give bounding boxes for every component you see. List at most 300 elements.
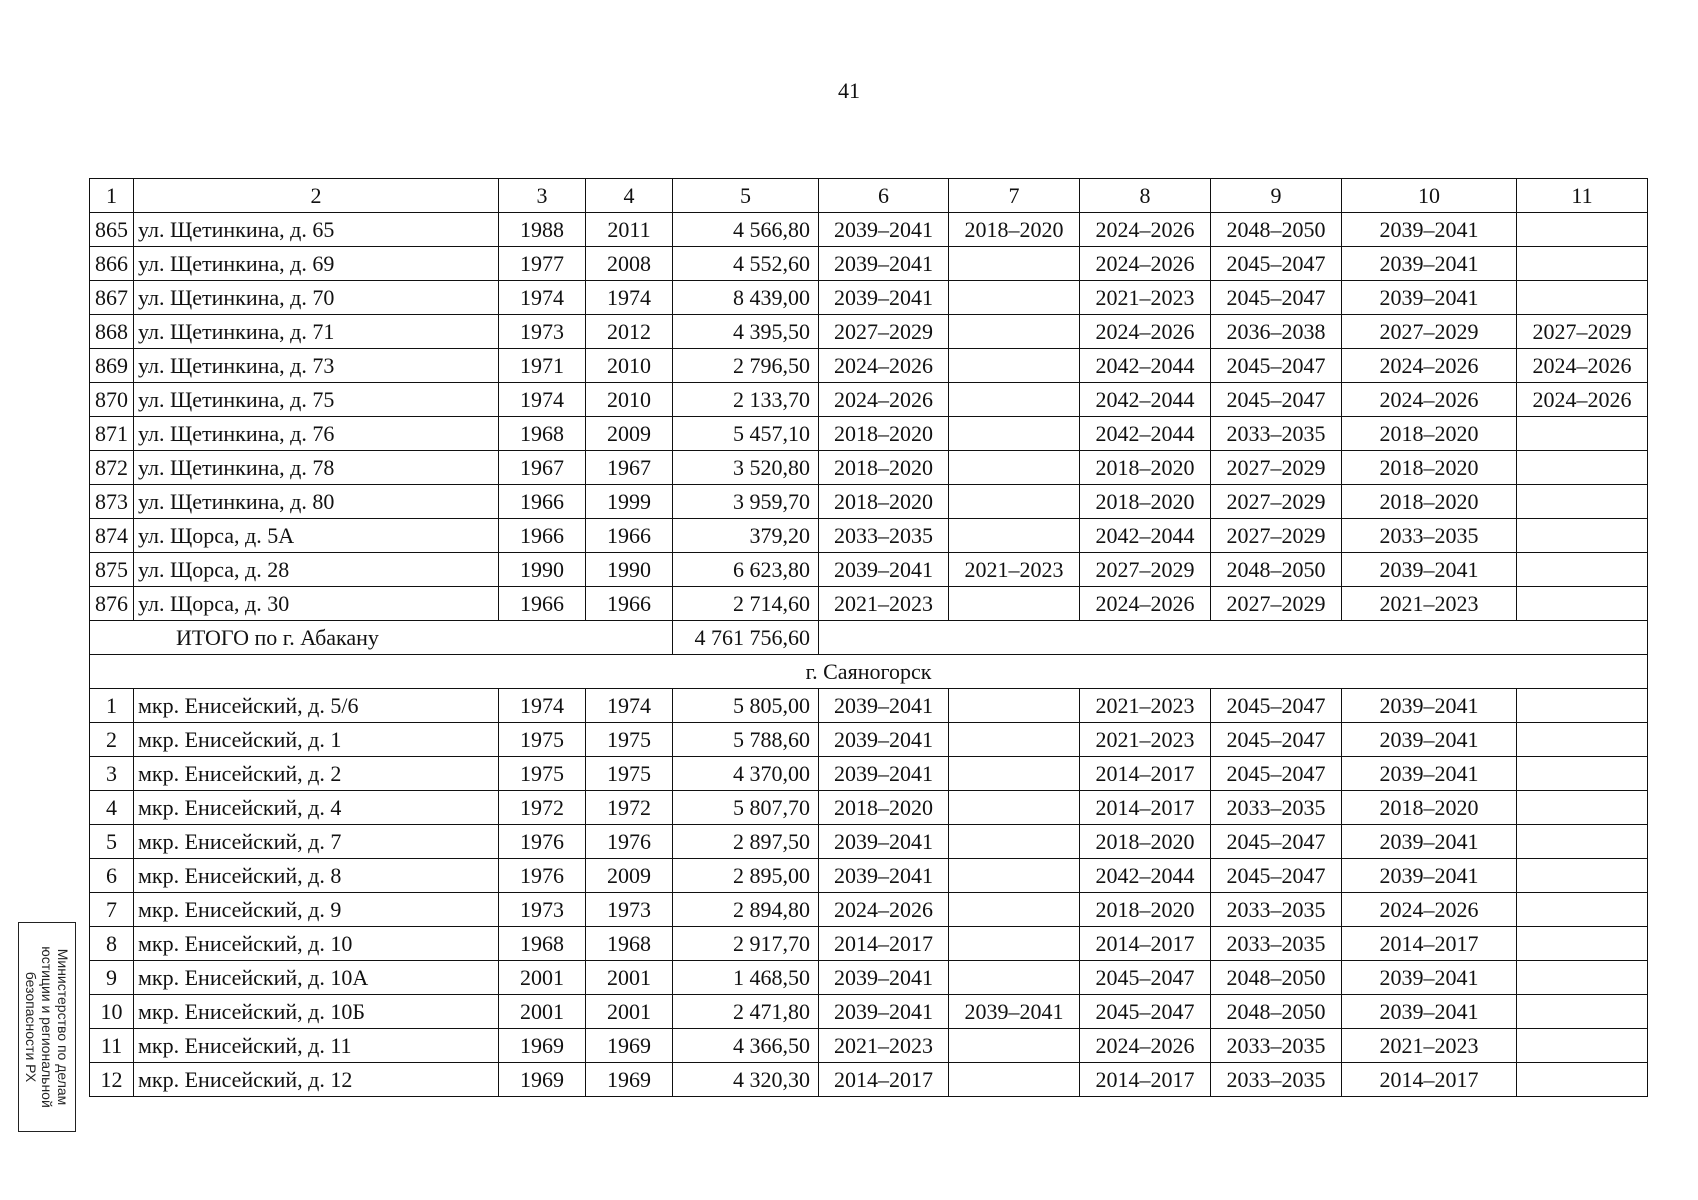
table-cell <box>1517 247 1648 281</box>
table-cell: 2024–2026 <box>1080 247 1211 281</box>
stamp-line: юстиции и региональной <box>39 946 55 1108</box>
table-cell: 2008 <box>586 247 673 281</box>
table-cell: 2042–2044 <box>1080 383 1211 417</box>
table-cell: 2039–2041 <box>1342 723 1517 757</box>
table-cell: 2 471,80 <box>673 995 819 1029</box>
table-cell: 6 <box>90 859 134 893</box>
table-cell: 5 <box>90 825 134 859</box>
table-cell <box>949 893 1080 927</box>
table-cell <box>949 723 1080 757</box>
table-row <box>90 553 1648 587</box>
table-cell: 2 714,60 <box>673 587 819 621</box>
table-cell <box>949 1063 1080 1097</box>
table-cell: 2009 <box>586 859 673 893</box>
table-cell: 2 895,00 <box>673 859 819 893</box>
table-cell: 2039–2041 <box>1342 553 1517 587</box>
table-cell: 2045–2047 <box>1211 281 1342 315</box>
table-cell: 2027–2029 <box>819 315 949 349</box>
table-cell: 2027–2029 <box>1211 485 1342 519</box>
table-cell <box>1517 1063 1648 1097</box>
table-cell <box>1517 961 1648 995</box>
table-cell: 6 623,80 <box>673 553 819 587</box>
page-number: 41 <box>838 78 860 103</box>
table-cell: 2024–2026 <box>1080 213 1211 247</box>
table-cell: 2039–2041 <box>949 995 1080 1029</box>
table-cell: 2021–2023 <box>1080 723 1211 757</box>
table-cell: 2039–2041 <box>1342 213 1517 247</box>
table-cell: 1973 <box>586 893 673 927</box>
table-cell <box>949 485 1080 519</box>
table-cell: 2001 <box>586 995 673 1029</box>
table-cell: 2021–2023 <box>1342 587 1517 621</box>
table-cell <box>1517 1029 1648 1063</box>
table-cell: 1967 <box>499 451 586 485</box>
table-cell: мкр. Енисейский, д. 11 <box>134 1029 499 1063</box>
table-cell: 2039–2041 <box>819 995 949 1029</box>
table-cell <box>1517 451 1648 485</box>
table-cell <box>1517 281 1648 315</box>
table-row <box>90 247 1648 281</box>
table-cell: 1972 <box>586 791 673 825</box>
table-cell: 1966 <box>586 519 673 553</box>
table-cell: мкр. Енисейский, д. 10Б <box>134 995 499 1029</box>
table-cell: 2042–2044 <box>1080 859 1211 893</box>
table-cell: 2024–2026 <box>1080 587 1211 621</box>
table-cell <box>949 417 1080 451</box>
table-cell: 2014–2017 <box>819 1063 949 1097</box>
table-cell: 2033–2035 <box>1211 893 1342 927</box>
table-cell <box>949 519 1080 553</box>
table-cell <box>949 1029 1080 1063</box>
header-cell: 1 <box>90 179 134 213</box>
table-cell: 2033–2035 <box>1211 417 1342 451</box>
table-row <box>90 995 1648 1029</box>
table-cell: 5 807,70 <box>673 791 819 825</box>
table-cell: 1968 <box>499 927 586 961</box>
table-cell: 1968 <box>499 417 586 451</box>
table-cell: 2024–2026 <box>819 383 949 417</box>
table-cell: 1990 <box>499 553 586 587</box>
table-cell: 2024–2026 <box>1342 383 1517 417</box>
table-cell: 11 <box>90 1029 134 1063</box>
table-row <box>90 315 1648 349</box>
table-cell: 2014–2017 <box>1080 1063 1211 1097</box>
housing-registry-table <box>89 178 1648 1097</box>
table-cell: мкр. Енисейский, д. 10А <box>134 961 499 995</box>
table-cell: 2024–2026 <box>1517 383 1648 417</box>
table-cell <box>1517 587 1648 621</box>
table-cell: 2018–2020 <box>819 485 949 519</box>
table-cell <box>949 791 1080 825</box>
table-cell: 2014–2017 <box>819 927 949 961</box>
table-cell: 2045–2047 <box>1211 689 1342 723</box>
table-cell: 9 <box>90 961 134 995</box>
table-cell: ул. Щетинкина, д. 65 <box>134 213 499 247</box>
table-cell: 2036–2038 <box>1211 315 1342 349</box>
table-cell: 1977 <box>499 247 586 281</box>
table-cell <box>1517 417 1648 451</box>
header-cell: 5 <box>673 179 819 213</box>
table-cell: 1973 <box>499 315 586 349</box>
table-cell: 1969 <box>586 1029 673 1063</box>
table-cell: мкр. Енисейский, д. 10 <box>134 927 499 961</box>
table-row <box>90 587 1648 621</box>
table-cell: ул. Щетинкина, д. 73 <box>134 349 499 383</box>
table-cell: 2018–2020 <box>949 213 1080 247</box>
table-cell: 2039–2041 <box>819 757 949 791</box>
table-cell: 2039–2041 <box>819 723 949 757</box>
table-cell: 866 <box>90 247 134 281</box>
table-cell: 2 894,80 <box>673 893 819 927</box>
table-cell: ул. Щетинкина, д. 69 <box>134 247 499 281</box>
table-cell: 4 395,50 <box>673 315 819 349</box>
table-cell: 2 <box>90 723 134 757</box>
header-row <box>90 179 1648 213</box>
table-cell: 1974 <box>499 689 586 723</box>
table-row <box>90 961 1648 995</box>
table-cell: 2045–2047 <box>1211 825 1342 859</box>
table-cell: 2024–2026 <box>1080 1029 1211 1063</box>
header-cell: 2 <box>134 179 499 213</box>
table-cell: мкр. Енисейский, д. 12 <box>134 1063 499 1097</box>
table-cell: 2018–2020 <box>819 791 949 825</box>
header-cell: 7 <box>949 179 1080 213</box>
table-cell: 2018–2020 <box>1080 825 1211 859</box>
table-cell: 869 <box>90 349 134 383</box>
table-cell <box>1517 723 1648 757</box>
table-cell: мкр. Енисейский, д. 2 <box>134 757 499 791</box>
table-cell: 2039–2041 <box>819 247 949 281</box>
table-row <box>90 451 1648 485</box>
table-cell: ул. Щетинкина, д. 70 <box>134 281 499 315</box>
table-cell: 1974 <box>586 689 673 723</box>
table-cell: 2027–2029 <box>1211 587 1342 621</box>
table-cell: ул. Щетинкина, д. 78 <box>134 451 499 485</box>
table-cell: 2024–2026 <box>819 349 949 383</box>
table-cell: 1967 <box>586 451 673 485</box>
table-cell: 2014–2017 <box>1080 757 1211 791</box>
table-cell: 2024–2026 <box>1342 893 1517 927</box>
table-cell: 2039–2041 <box>1342 995 1517 1029</box>
table-cell: 874 <box>90 519 134 553</box>
table-cell: 2039–2041 <box>819 689 949 723</box>
table-row <box>90 383 1648 417</box>
table-cell: 2012 <box>586 315 673 349</box>
table-cell: 2001 <box>499 961 586 995</box>
table-cell: 868 <box>90 315 134 349</box>
table-row <box>90 859 1648 893</box>
table-cell: 2039–2041 <box>819 281 949 315</box>
table-cell: 2039–2041 <box>1342 757 1517 791</box>
table-row <box>90 927 1648 961</box>
total-value: 4 761 756,60 <box>673 621 819 655</box>
table-cell: 2039–2041 <box>1342 825 1517 859</box>
stamp-line: безопасности РХ <box>23 971 39 1083</box>
table-cell: 2033–2035 <box>1342 519 1517 553</box>
table-cell <box>949 689 1080 723</box>
table-cell: 2039–2041 <box>1342 961 1517 995</box>
table-row <box>90 281 1648 315</box>
table-cell <box>1517 553 1648 587</box>
table-cell: мкр. Енисейский, д. 7 <box>134 825 499 859</box>
table-cell: 2018–2020 <box>1342 485 1517 519</box>
header-cell: 6 <box>819 179 949 213</box>
table-cell: 2024–2026 <box>1342 349 1517 383</box>
table-cell: мкр. Енисейский, д. 5/6 <box>134 689 499 723</box>
table-cell: 2021–2023 <box>1342 1029 1517 1063</box>
table-cell: 4 366,50 <box>673 1029 819 1063</box>
table-row <box>90 757 1648 791</box>
table-cell <box>1517 791 1648 825</box>
table-cell: 2024–2026 <box>819 893 949 927</box>
table-cell <box>1517 825 1648 859</box>
table-cell: 2 796,50 <box>673 349 819 383</box>
table-cell: 2033–2035 <box>1211 927 1342 961</box>
table-cell <box>949 587 1080 621</box>
table-cell: 872 <box>90 451 134 485</box>
table-row <box>90 825 1648 859</box>
header-cell: 4 <box>586 179 673 213</box>
table-cell: 2039–2041 <box>1342 281 1517 315</box>
table-cell: 1974 <box>586 281 673 315</box>
table-cell: 2039–2041 <box>819 825 949 859</box>
table-cell: 2045–2047 <box>1211 723 1342 757</box>
table-cell: 1999 <box>586 485 673 519</box>
table-cell: 2048–2050 <box>1211 961 1342 995</box>
table-cell: 3 <box>90 757 134 791</box>
table-cell: 875 <box>90 553 134 587</box>
table-cell: 2027–2029 <box>1517 315 1648 349</box>
table-cell: 2021–2023 <box>1080 689 1211 723</box>
table-cell <box>949 927 1080 961</box>
table-cell: 2021–2023 <box>819 587 949 621</box>
table-cell: 2033–2035 <box>1211 1029 1342 1063</box>
header-cell: 3 <box>499 179 586 213</box>
table-cell: 5 805,00 <box>673 689 819 723</box>
table-cell <box>1517 757 1648 791</box>
table-cell: 4 566,80 <box>673 213 819 247</box>
table-row <box>90 723 1648 757</box>
header-cell: 8 <box>1080 179 1211 213</box>
table-cell <box>1517 485 1648 519</box>
table-cell: 2021–2023 <box>819 1029 949 1063</box>
table-cell: 1 <box>90 689 134 723</box>
table-cell: 379,20 <box>673 519 819 553</box>
table-cell: 2018–2020 <box>1342 417 1517 451</box>
table-row <box>90 689 1648 723</box>
table-cell: 1972 <box>499 791 586 825</box>
table-cell <box>949 961 1080 995</box>
table-cell: 2039–2041 <box>1342 689 1517 723</box>
table-cell <box>949 383 1080 417</box>
table-cell: 1966 <box>499 587 586 621</box>
table-cell: 2039–2041 <box>819 213 949 247</box>
table-cell <box>1517 689 1648 723</box>
table-cell <box>949 281 1080 315</box>
header-cell: 11 <box>1517 179 1648 213</box>
table-cell: ул. Щорса, д. 28 <box>134 553 499 587</box>
table-cell: 1975 <box>586 723 673 757</box>
table-cell: 2024–2026 <box>1080 315 1211 349</box>
table-cell: 4 552,60 <box>673 247 819 281</box>
table-cell: 876 <box>90 587 134 621</box>
table-cell: 1966 <box>586 587 673 621</box>
table-cell: 2018–2020 <box>1080 451 1211 485</box>
table-cell: ул. Щетинкина, д. 76 <box>134 417 499 451</box>
table-cell <box>949 315 1080 349</box>
table-cell: 1966 <box>499 519 586 553</box>
table-cell: 4 370,00 <box>673 757 819 791</box>
table-cell: 2039–2041 <box>819 553 949 587</box>
table-cell: 2018–2020 <box>1342 451 1517 485</box>
table-cell: 2010 <box>586 349 673 383</box>
table-cell: 2045–2047 <box>1080 961 1211 995</box>
table-cell: 873 <box>90 485 134 519</box>
table-row <box>90 791 1648 825</box>
table-cell: 2018–2020 <box>1080 485 1211 519</box>
table-cell: 2042–2044 <box>1080 417 1211 451</box>
table-cell: 2009 <box>586 417 673 451</box>
table-cell: 7 <box>90 893 134 927</box>
total-empty-cell <box>819 621 1648 655</box>
table-cell <box>949 349 1080 383</box>
table-cell: 870 <box>90 383 134 417</box>
table-cell: ул. Щорса, д. 30 <box>134 587 499 621</box>
ministry-stamp <box>18 922 76 1132</box>
table-cell: мкр. Енисейский, д. 8 <box>134 859 499 893</box>
table-cell: 2039–2041 <box>819 961 949 995</box>
table-cell: 2027–2029 <box>1211 451 1342 485</box>
table-cell <box>1517 519 1648 553</box>
table-cell: 4 320,30 <box>673 1063 819 1097</box>
table-cell: 865 <box>90 213 134 247</box>
table-cell <box>1517 213 1648 247</box>
table-cell: 2024–2026 <box>1517 349 1648 383</box>
table-cell: 3 520,80 <box>673 451 819 485</box>
table-cell: 2048–2050 <box>1211 553 1342 587</box>
table-cell: 2018–2020 <box>819 451 949 485</box>
table-cell: 1976 <box>499 859 586 893</box>
table-cell: 2018–2020 <box>1080 893 1211 927</box>
table-cell: 5 788,60 <box>673 723 819 757</box>
table-body <box>90 179 1648 1097</box>
section-row <box>90 655 1648 689</box>
table-cell: 2039–2041 <box>819 859 949 893</box>
table-cell: 2018–2020 <box>1342 791 1517 825</box>
table-row <box>90 1029 1648 1063</box>
table-cell: 8 439,00 <box>673 281 819 315</box>
table-cell: 2011 <box>586 213 673 247</box>
table-cell: 2014–2017 <box>1342 1063 1517 1097</box>
table-cell <box>949 451 1080 485</box>
table-cell: 2014–2017 <box>1342 927 1517 961</box>
table-row <box>90 349 1648 383</box>
table-cell: 2021–2023 <box>949 553 1080 587</box>
table-cell: 1969 <box>586 1063 673 1097</box>
table-cell: 2045–2047 <box>1080 995 1211 1029</box>
table-cell: 1969 <box>499 1029 586 1063</box>
table-cell: ул. Щорса, д. 5А <box>134 519 499 553</box>
table-cell: 1974 <box>499 281 586 315</box>
table-cell: 2039–2041 <box>1342 247 1517 281</box>
table-cell: 2042–2044 <box>1080 349 1211 383</box>
table-cell: 2048–2050 <box>1211 995 1342 1029</box>
table-cell: 2045–2047 <box>1211 757 1342 791</box>
table-cell <box>949 757 1080 791</box>
table-cell: 2 897,50 <box>673 825 819 859</box>
table-row <box>90 519 1648 553</box>
table-cell: 1968 <box>586 927 673 961</box>
table-cell: 2018–2020 <box>819 417 949 451</box>
table-cell: 1990 <box>586 553 673 587</box>
header-cell: 10 <box>1342 179 1517 213</box>
table-row <box>90 417 1648 451</box>
table-cell: 2045–2047 <box>1211 859 1342 893</box>
table-cell: 2010 <box>586 383 673 417</box>
table-cell: 2014–2017 <box>1080 927 1211 961</box>
table-cell: 1974 <box>499 383 586 417</box>
table-cell: мкр. Енисейский, д. 1 <box>134 723 499 757</box>
table-cell <box>1517 995 1648 1029</box>
table-cell: 2048–2050 <box>1211 213 1342 247</box>
table-row <box>90 485 1648 519</box>
table-cell: 2042–2044 <box>1080 519 1211 553</box>
table-cell: 2027–2029 <box>1211 519 1342 553</box>
header-cell: 9 <box>1211 179 1342 213</box>
table-cell: 2045–2047 <box>1211 349 1342 383</box>
table-cell: 1966 <box>499 485 586 519</box>
table-cell <box>1517 927 1648 961</box>
table-cell: 1975 <box>499 723 586 757</box>
table-cell <box>949 825 1080 859</box>
table-cell: 2021–2023 <box>1080 281 1211 315</box>
table-cell: 2001 <box>499 995 586 1029</box>
table-row <box>90 1063 1648 1097</box>
total-row <box>90 621 1648 655</box>
table-cell: 2045–2047 <box>1211 383 1342 417</box>
table-cell: 10 <box>90 995 134 1029</box>
table-cell: 871 <box>90 417 134 451</box>
table-cell: 1975 <box>499 757 586 791</box>
table-cell: 2045–2047 <box>1211 247 1342 281</box>
table-cell: 2033–2035 <box>1211 791 1342 825</box>
table-cell <box>1517 893 1648 927</box>
table-cell: 1976 <box>586 825 673 859</box>
table-cell: 2014–2017 <box>1080 791 1211 825</box>
table-row <box>90 213 1648 247</box>
table-cell: 8 <box>90 927 134 961</box>
section-title: г. Саяногорск <box>90 655 1648 689</box>
table-cell: 2027–2029 <box>1080 553 1211 587</box>
table-cell: 2039–2041 <box>1342 859 1517 893</box>
table-cell: 3 959,70 <box>673 485 819 519</box>
table-cell: 1 468,50 <box>673 961 819 995</box>
table-cell: 867 <box>90 281 134 315</box>
stamp-line: Министерство по делам <box>55 948 71 1106</box>
table-cell: 2027–2029 <box>1342 315 1517 349</box>
table-cell: мкр. Енисейский, д. 9 <box>134 893 499 927</box>
table-cell: 2001 <box>586 961 673 995</box>
table-cell: мкр. Енисейский, д. 4 <box>134 791 499 825</box>
table-cell: ул. Щетинкина, д. 71 <box>134 315 499 349</box>
table-cell: 12 <box>90 1063 134 1097</box>
stamp-text <box>23 923 71 1131</box>
table-cell: ул. Щетинкина, д. 75 <box>134 383 499 417</box>
table-cell: 2033–2035 <box>819 519 949 553</box>
table-cell: 1969 <box>499 1063 586 1097</box>
total-label: ИТОГО по г. Абакану <box>90 621 673 655</box>
table-cell: 1973 <box>499 893 586 927</box>
